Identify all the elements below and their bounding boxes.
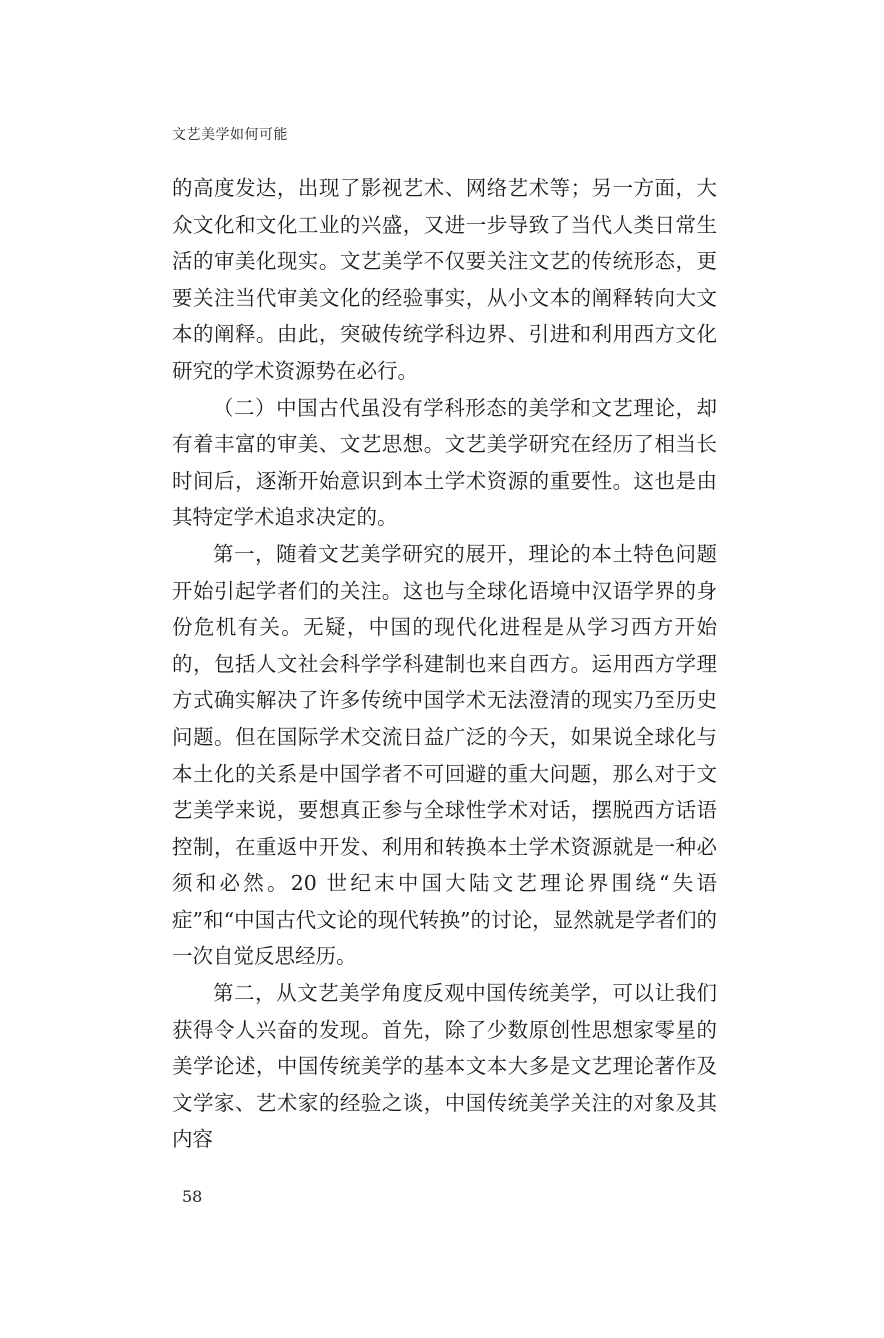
running-title: 文艺美学如何可能 [172, 127, 288, 143]
paragraph: 第一，随着文艺美学研究的展开，理论的本土特色问题开始引起学者们的关注。这也与全球化语境中汉语学界的身份危机有关。无疑，中国的现代化进程是从学习西方开始的，包括人文社会科学学科建制也来自西方。运用西方学理方式确实解决了许多传统中国学术无法澄清的现实乃至历史问题。但在国际学术交流日益广泛的今天，如果说全球化与本土化的关系是中国学者不可回避的重大问题，那么对于文艺美学来说，要想真正参与全球性学术对话，摆脱西方话语控制，在重返中开发、利用和转换本土学术资源就是一种必须和必然。20 世纪末中国大陆文艺理论界围绕“失语症”和“中国古代文论的现代转换”的讨论，显然就是学者们的一次自觉反思经历。 [172, 541, 717, 969]
paragraph: 第二，从文艺美学角度反观中国传统美学，可以让我们获得令人兴奋的发现。首先，除了少数原创性思想家零星的美学论述，中国传统美学的基本文本大多是文艺理论著作及文学家、艺术家的经验之谈，中国传统美学关注的对象及其内容 [172, 981, 717, 1152]
page-number: 58 [182, 1187, 203, 1206]
paragraph: （二）中国古代虽没有学科形态的美学和文艺理论，却有着丰富的审美、文艺思想。文艺美学研究在经历了相当长时间后，逐渐开始意识到本土学术资源的重要性。这也是由其特定学术追求决定的。 [172, 395, 717, 530]
paragraph: 的高度发达，出现了影视艺术、网络艺术等；另一方面，大众文化和文化工业的兴盛，又进一步导致了当代人类日常生活的审美化现实。文艺美学不仅要关注文艺的传统形态，更要关注当代审美文化的经验事实，从小文本的阐释转向大文本的阐释。由此，突破传统学科边界、引进和利用西方文化研究的学术资源势在必行。 [172, 176, 717, 383]
body-text [172, 170, 717, 1158]
